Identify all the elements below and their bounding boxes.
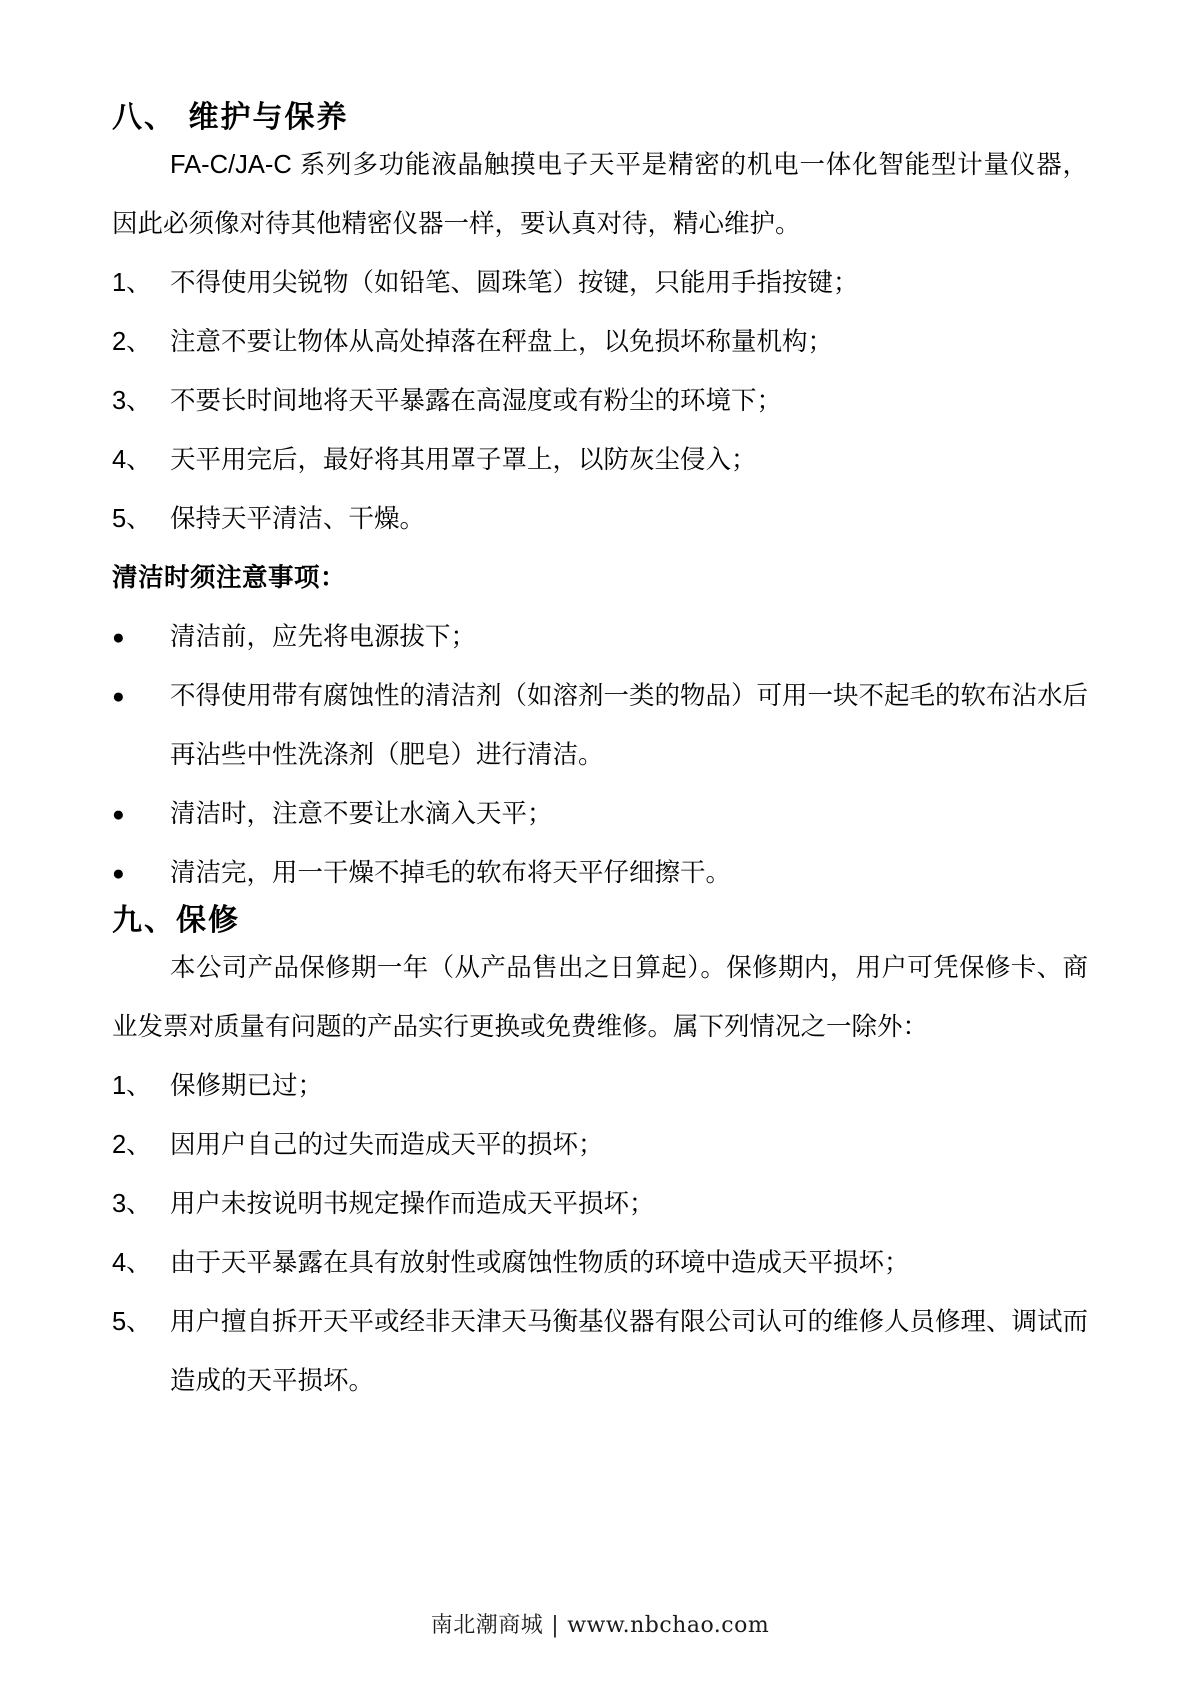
list-marker: 2、 (112, 1131, 152, 1159)
list-item (112, 608, 1088, 667)
footer-separator: | (551, 1613, 560, 1638)
list-item (112, 431, 1088, 490)
list-item (112, 313, 1088, 372)
list-marker: 1、 (112, 269, 152, 297)
list-item (112, 1057, 1088, 1116)
warranty-intro-paragraph: 本公司产品保修期一年（从产品售出之日算起）。保修期内，用户可凭保修卡、商业发票对质量有问题的产品实行更换或免费维修。属下列情况之一除外： (112, 954, 1088, 1041)
list-item-text: 不得使用带有腐蚀性的清洁剂（如溶剂一类的物品）可用一块不起毛的软布沾水后再沾些中性洗涤剂（肥皂）进行清洁。 (170, 682, 1089, 769)
list-item (112, 1116, 1088, 1175)
document-body (112, 100, 1088, 1411)
bullet-icon: ● (112, 685, 125, 708)
list-item-text: 由于天平暴露在具有放射性或腐蚀性物质的环境中造成天平损坏； (170, 1249, 910, 1277)
list-marker: 3、 (112, 1190, 152, 1218)
warranty-numbered-list (112, 1057, 1088, 1411)
list-item (112, 844, 1088, 903)
list-item-text: 因用户自己的过失而造成天平的损坏； (170, 1131, 604, 1159)
list-item-text: 注意不要让物体从高处掉落在秤盘上，以免损坏称量机构； (170, 328, 834, 356)
list-item (112, 785, 1088, 844)
list-item (112, 1175, 1088, 1234)
list-item (112, 667, 1088, 785)
list-item (112, 372, 1088, 431)
list-marker: 5、 (112, 1308, 152, 1336)
list-item (112, 254, 1088, 313)
bullet-icon: ● (112, 803, 125, 826)
list-marker: 3、 (112, 387, 152, 415)
list-marker: 1、 (112, 1072, 152, 1100)
footer-url: www.nbchao.com (567, 1613, 770, 1638)
list-item-text: 保持天平清洁、干燥。 (170, 505, 426, 533)
list-item-text: 清洁前，应先将电源拔下； (170, 623, 477, 651)
page-footer (0, 1608, 1200, 1639)
list-item (112, 1293, 1088, 1411)
list-item-text: 不要长时间地将天平暴露在高湿度或有粉尘的环境下； (170, 387, 783, 415)
list-marker: 2、 (112, 328, 152, 356)
list-item-text: 清洁时，注意不要让水滴入天平； (170, 800, 553, 828)
list-marker: 4、 (112, 446, 152, 474)
list-item (112, 490, 1088, 549)
list-item (112, 1234, 1088, 1293)
section-heading-maintenance: 八、 维护与保养 (112, 100, 349, 135)
list-item-text: 保修期已过； (170, 1072, 324, 1100)
list-item-text: 清洁完，用一干燥不掉毛的软布将天平仔细擦干。 (170, 859, 732, 887)
bullet-icon: ● (112, 862, 125, 885)
list-item-text: 不得使用尖锐物（如铅笔、圆珠笔）按键，只能用手指按键； (170, 269, 859, 297)
cleaning-bullet-list (112, 608, 1088, 903)
section-heading-warranty: 九、保修 (112, 903, 240, 938)
list-marker: 5、 (112, 505, 152, 533)
cleaning-notes-subheading: 清洁时须注意事项： (112, 563, 347, 593)
list-marker: 4、 (112, 1249, 152, 1277)
maintenance-intro-paragraph: FA-C/JA-C 系列多功能液晶触摸电子天平是精密的机电一体化智能型计量仪器，因此必须像对待其他精密仪器一样，要认真对待，精心维护。 (112, 151, 1088, 238)
list-item-text: 用户擅自拆开天平或经非天津天马衡基仪器有限公司认可的维修人员修理、调试而造成的天平损坏。 (170, 1308, 1089, 1395)
footer-site-name: 南北潮商城 (430, 1613, 544, 1638)
maintenance-numbered-list (112, 254, 1088, 549)
list-item-text: 用户未按说明书规定操作而造成天平损坏； (170, 1190, 655, 1218)
bullet-icon: ● (112, 626, 125, 649)
list-item-text: 天平用完后，最好将其用罩子罩上，以防灰尘侵入； (170, 446, 757, 474)
